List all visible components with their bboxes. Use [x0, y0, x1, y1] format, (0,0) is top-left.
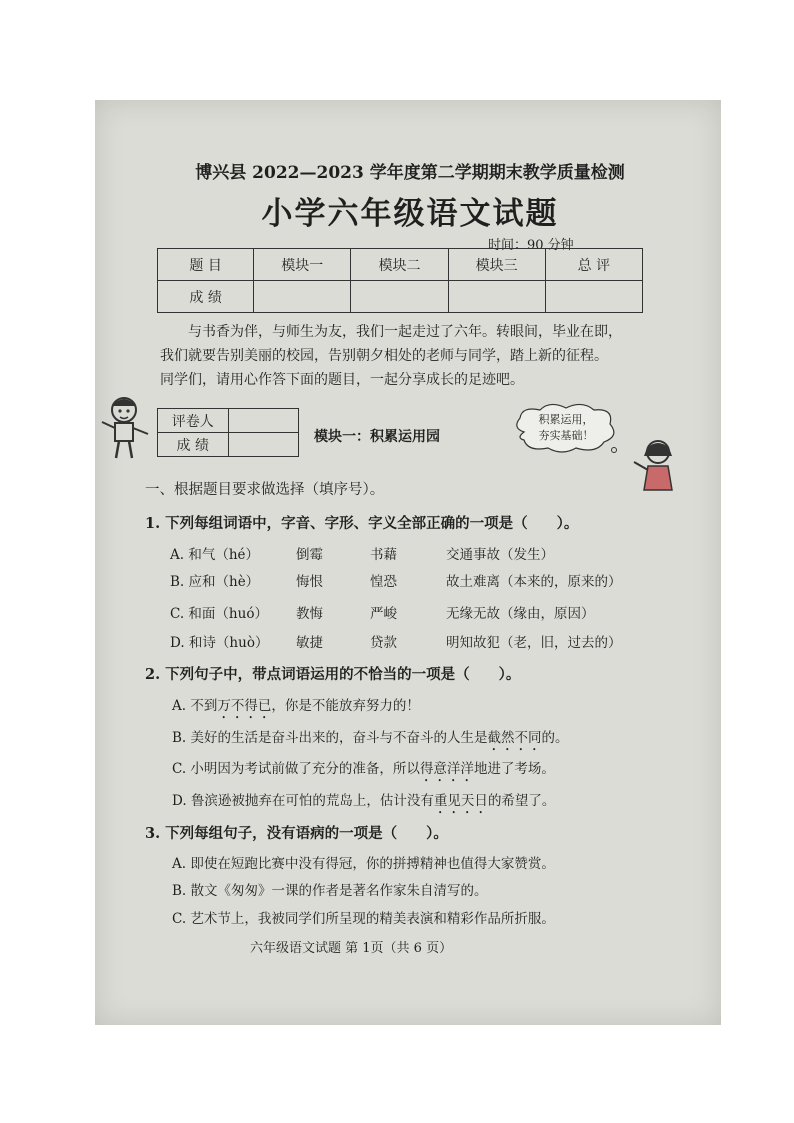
paper-title: 小学六年级语文试题	[261, 196, 559, 232]
score-cell[interactable]	[351, 281, 448, 313]
score-header: 模块三	[448, 249, 545, 281]
q1-option-c: C. 和面（huó）	[170, 606, 268, 622]
q2-option-a: A. 不到万不得已，你是不能放弃努力的！	[172, 698, 420, 714]
grader-score-label: 成 绩	[158, 433, 229, 457]
module1-title: 模块一：积累运用园	[314, 429, 440, 445]
score-header: 题 目	[158, 249, 254, 281]
q1-option-c-w4: 无缘无故（缘由，原因）	[446, 606, 595, 622]
q1-option-d-w4: 明知故犯（老，旧，过去的）	[446, 635, 622, 651]
q2-stem: 2. 下列句子中，带点词语运用的不恰当的一项是（ ）。	[145, 666, 521, 683]
q1-option-a-w3: 书藉	[370, 547, 397, 563]
section1-heading: 一、根据题目要求做选择（填序号）。	[145, 482, 385, 498]
q1-stem: 1. 下列每组词语中，字音、字形、字义全部正确的一项是（ ）。	[145, 515, 579, 532]
q1-option-b-w4: 故土难离（本来的，原来的）	[446, 574, 622, 590]
q1-option-b: B. 应和（hè）	[170, 574, 260, 590]
exam-title: 博兴县 2022—2023 学年度第二学期期末教学质量检测	[195, 163, 625, 183]
dotted-word: 得意洋洋	[419, 761, 474, 777]
grader-box	[157, 408, 299, 457]
score-cell[interactable]	[545, 281, 642, 313]
q1-option-a-w2: 倒霉	[296, 547, 323, 563]
score-cell[interactable]	[448, 281, 545, 313]
reviewer-cell[interactable]	[228, 409, 298, 433]
q2-option-d: D. 鲁滨逊被抛弃在可怕的荒岛上，估计没有重见天日的希望了。	[172, 793, 556, 809]
dotted-word: 万不得已	[217, 698, 272, 714]
q1-option-c-w2: 教悔	[296, 606, 323, 622]
score-row-label: 成 绩	[158, 281, 254, 313]
cartoon-girl-icon	[628, 436, 686, 494]
intro-line: 同学们，请用心作答下面的题目，一起分享成长的足迹吧。	[160, 372, 524, 388]
intro-line: 我们就要告别美丽的校园，告别朝夕相处的老师与同学，踏上新的征程。	[160, 348, 608, 364]
q1-option-d-w3: 贷款	[370, 635, 397, 651]
dotted-word: 重见天日	[433, 793, 488, 809]
q2-option-c: C. 小明因为考试前做了充分的准备，所以得意洋洋地进了考场。	[172, 761, 555, 777]
q2-option-b: B. 美好的生活是奋斗出来的，奋斗与不奋斗的人生是截然不同的。	[172, 730, 569, 746]
q1-option-d: D. 和诗（huò）	[170, 635, 269, 651]
grader-score-cell[interactable]	[228, 433, 298, 457]
q1-option-b-w3: 惶恐	[370, 574, 397, 590]
cloud-text	[522, 412, 610, 444]
cloud-line: 积累运用，	[538, 413, 594, 426]
score-header: 模块一	[254, 249, 351, 281]
cloud-line: 夯实基础！	[538, 429, 594, 442]
score-cell[interactable]	[254, 281, 351, 313]
exam-time: 时间：90 分钟	[488, 238, 574, 253]
q1-option-a: A. 和气（hé）	[170, 547, 260, 563]
intro-line: 与书香为伴，与师生为友，我们一起走过了六年。转眼间，毕业在即，	[188, 324, 622, 340]
dotted-word: 截然不同	[487, 730, 542, 746]
q3-option-a: A. 即使在短跑比赛中没有得冠，你的拼搏精神也值得大家赞赏。	[172, 856, 555, 872]
q1-option-c-w3: 严峻	[370, 606, 397, 622]
reviewer-label: 评卷人	[158, 409, 229, 433]
page-footer: 六年级语文试题 第 1页（共 6 页）	[250, 941, 453, 956]
score-header: 总 评	[545, 249, 642, 281]
q1-option-b-w2: 悔恨	[296, 574, 323, 590]
score-header: 模块二	[351, 249, 448, 281]
intro-paragraph	[160, 320, 690, 392]
q3-stem: 3. 下列每组句子，没有语病的一项是（ ）。	[145, 825, 448, 842]
q1-option-a-w4: 交通事故（发生）	[446, 547, 554, 563]
q1-option-d-w2: 敏捷	[296, 635, 323, 651]
q3-option-b: B. 散文《匆匆》一课的作者是著名作家朱自清写的。	[172, 883, 488, 899]
score-table	[157, 248, 643, 313]
cartoon-boy-icon	[98, 392, 150, 462]
q3-option-c: C. 艺术节上，我被同学们所呈现的精美表演和精彩作品所折服。	[172, 911, 555, 927]
